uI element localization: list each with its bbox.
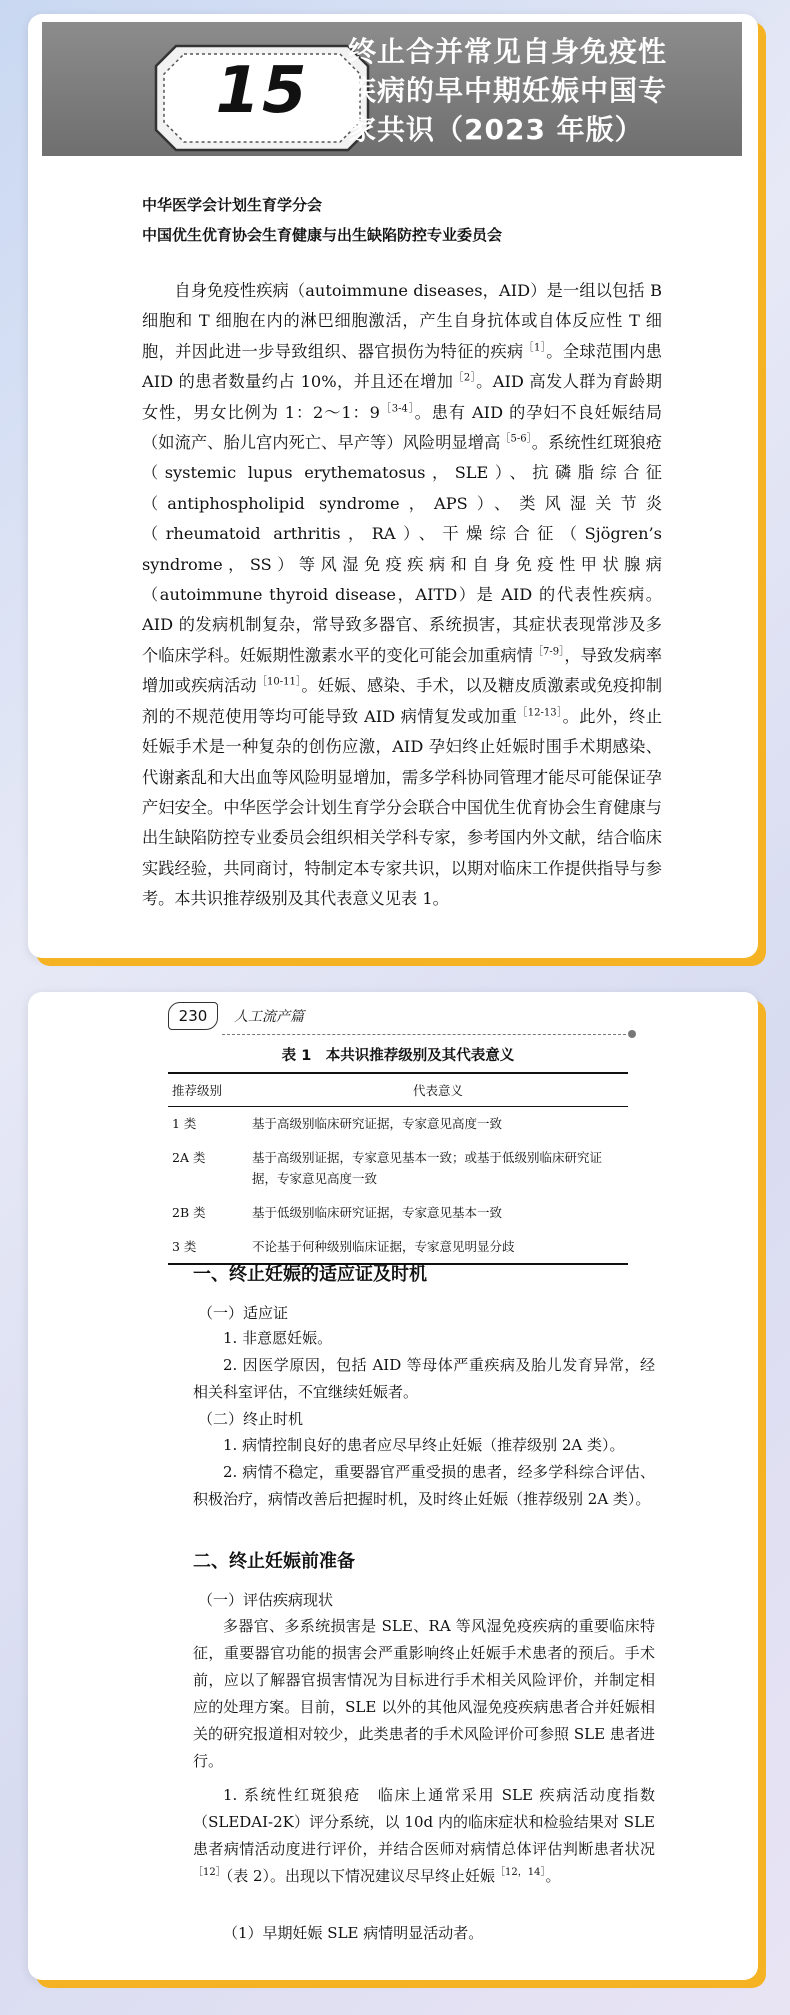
paragraph: 2. 病情不稳定，重要器官严重受损的患者，经多学科综合评估、积极治疗，病情改善后把握时机，及时终止妊娠（推荐级别 2A 类）。 bbox=[193, 1463, 655, 1508]
table-row bbox=[168, 1195, 628, 1229]
table-header-cell: 推荐级别 bbox=[172, 1083, 223, 1098]
intro-paragraph bbox=[142, 276, 662, 915]
citation: ［2］ bbox=[453, 372, 477, 384]
page-card-2 bbox=[28, 992, 758, 1980]
text-run: 。AID 高发人群为育龄期女性，男女比例为 1：2～1：9 bbox=[142, 372, 662, 422]
chapter-badge bbox=[154, 44, 370, 152]
citation: ［7-9］ bbox=[532, 646, 565, 658]
text-run: 。全球范围内患 AID 的患者数量约占 10%，并且还在增加 bbox=[142, 341, 662, 392]
text-run: ，导致发病率增加或疾病活动 bbox=[142, 645, 663, 696]
text-run: 。此外，终止妊娠手术是一种复杂的创伤应激，AID 孕妇终止妊娠时围手术期感染、代谢紊乱和大出血等风险明显增加，需多学科协同管理才能尽可能保证孕产妇安全。中华医学会计划生育学分会联合中国优生优育协会生育健康与出生缺陷防控专业委员会组织相关学科专家，参考国内外文献，结合临床实践经验，共同商讨，特制定本专家共识，以期对临床工作提供指导与参考。本共识推荐级别及其代表意义见表 1。 bbox=[142, 706, 663, 909]
table-cell: 1 类 bbox=[172, 1116, 197, 1131]
table-cell: 不论基于何种级别临床证据，专家意见明显分歧 bbox=[252, 1239, 515, 1254]
paragraph: （1）早期妊娠 SLE 病情明显活动者。 bbox=[223, 1924, 484, 1942]
recommendation-table bbox=[168, 1072, 628, 1265]
table-header-row bbox=[168, 1073, 628, 1107]
text-run: 自身免疫性疾病（autoimmune diseases，AID）是一组以包括 B 细胞和 T 细胞在内的淋巴细胞激活，产生自身抗体或自体反应性 T 细胞，并因此进一步导致组织、器官损伤为特征的疾病 bbox=[142, 281, 662, 361]
paragraph: 2. 因医学原因，包括 AID 等母体严重疾病及胎儿发育异常，经相关科室评估，不宜继续妊娠者。 bbox=[193, 1356, 655, 1401]
table-cell: 3 类 bbox=[172, 1239, 197, 1254]
table-caption: 表 1 本共识推荐级别及其代表意义 bbox=[281, 1048, 515, 1064]
paragraph: 1. 病情控制良好的患者应尽早终止妊娠（推荐级别 2A 类）。 bbox=[223, 1436, 625, 1454]
author-item: 中华医学会计划生育学分会 bbox=[142, 196, 323, 214]
text-run: 1. 系统性红斑狼疮 临床上通常采用 SLE 疾病活动度指数（SLEDAI-2K）评分系统，以 10d 内的临床症状和检验结果对 SLE 患者病情活动度进行评价，并结合医师对病情总体评估判断患者状况 bbox=[193, 1786, 655, 1858]
header-dot-icon bbox=[628, 1030, 636, 1038]
citation: ［12-13］ bbox=[517, 707, 563, 719]
table-cell: 2A 类 bbox=[172, 1150, 206, 1165]
header-rule bbox=[222, 1034, 626, 1035]
paragraph bbox=[193, 1782, 655, 1890]
text-run: 。 bbox=[545, 1867, 561, 1885]
heading-preparation: 二、终止妊娠前准备 bbox=[193, 1551, 355, 1572]
table-header-cell: 代表意义 bbox=[412, 1083, 463, 1098]
table-cell: 基于高级别证据，专家意见基本一致；或基于低级别临床研究证据，专家意见高度一致 bbox=[252, 1150, 603, 1186]
subheading-indications: （一）适应证 bbox=[198, 1304, 289, 1322]
author-item: 中国优生优育协会生育健康与出生缺陷防控专业委员会 bbox=[142, 226, 503, 244]
paragraph: 多器官、多系统损害是 SLE、RA 等风湿免疫疾病的重要临床特征，重要器官功能的损害会严重影响终止妊娠手术患者的预后。手术前，应以了解器官损害情况为目标进行手术相关风险评价，并制定相应的处理方案。目前，SLE 以外的其他风湿免疫疾病患者合并妊娠相关的研究报道相对较少，此类患者的手术风险评价可参照 SLE 患者进行。 bbox=[193, 1617, 655, 1770]
author-list bbox=[142, 190, 502, 250]
subheading-timing: （二）终止时机 bbox=[198, 1410, 304, 1428]
citation: ［5-6］ bbox=[500, 433, 532, 445]
text-run: 。患有 AID 的孕妇不良妊娠结局（如流产、胎儿宫内死亡、早产等）风险明显增高 bbox=[142, 402, 663, 453]
page-number: 230 bbox=[168, 1002, 218, 1030]
citation: ［10-11］ bbox=[256, 676, 302, 688]
table-row bbox=[168, 1107, 628, 1141]
table-row bbox=[168, 1140, 628, 1195]
text-run: 。系统性红斑狼疮（systemic lupus erythematosus，SLE）、抗磷脂综合征（antiphospholipid syndrome，APS）、类风湿关节炎（rheumatoid arthritis，RA）、干燥综合征（Sjögren’s syndrome，SS）等风湿免疫疾病和自身免疫性甲状腺病（autoimmune thyroid disease，AITD）是 AID 的代表性疾病。AID 的发病机制复杂，常导致多器官、系统损害，其症状表现常涉及多个临床学科。妊娠期性激素水平的变化可能会加重病情 bbox=[142, 433, 663, 665]
chapter-banner bbox=[42, 22, 742, 156]
citation: ［12，14］ bbox=[495, 1867, 546, 1878]
text-run: （表 2）。出现以下情况建议尽早终止妊娠 bbox=[225, 1867, 496, 1885]
table-cell: 基于低级别临床研究证据，专家意见基本一致 bbox=[252, 1205, 503, 1220]
text-run: 。妊娠、感染、手术，以及糖皮质激素或免疫抑制剂的不规范使用等均可能导致 AID 病情复发或加重 bbox=[142, 676, 663, 726]
chapter-number: 15 bbox=[215, 54, 309, 128]
citation: ［12］ bbox=[193, 1867, 226, 1878]
table-cell: 2B 类 bbox=[172, 1205, 206, 1220]
heading-indications: 一、终止妊娠的适应证及时机 bbox=[193, 1264, 427, 1285]
table-cell: 基于高级别临床研究证据，专家意见高度一致 bbox=[252, 1116, 503, 1131]
table-row bbox=[168, 1229, 628, 1264]
citation: ［1］ bbox=[523, 342, 547, 354]
citation: ［3-4］ bbox=[379, 403, 415, 415]
paragraph: 1. 非意愿妊娠。 bbox=[223, 1329, 333, 1347]
subheading-assessment: （一）评估疾病现状 bbox=[198, 1591, 334, 1609]
page-card-1 bbox=[28, 14, 758, 958]
page-header bbox=[168, 1002, 628, 1032]
chapter-title: 终止合并常见自身免疫性疾病的早中期妊娠中国专家共识（2023 年版） bbox=[348, 35, 668, 146]
section-name: 人工流产篇 bbox=[234, 1009, 304, 1025]
